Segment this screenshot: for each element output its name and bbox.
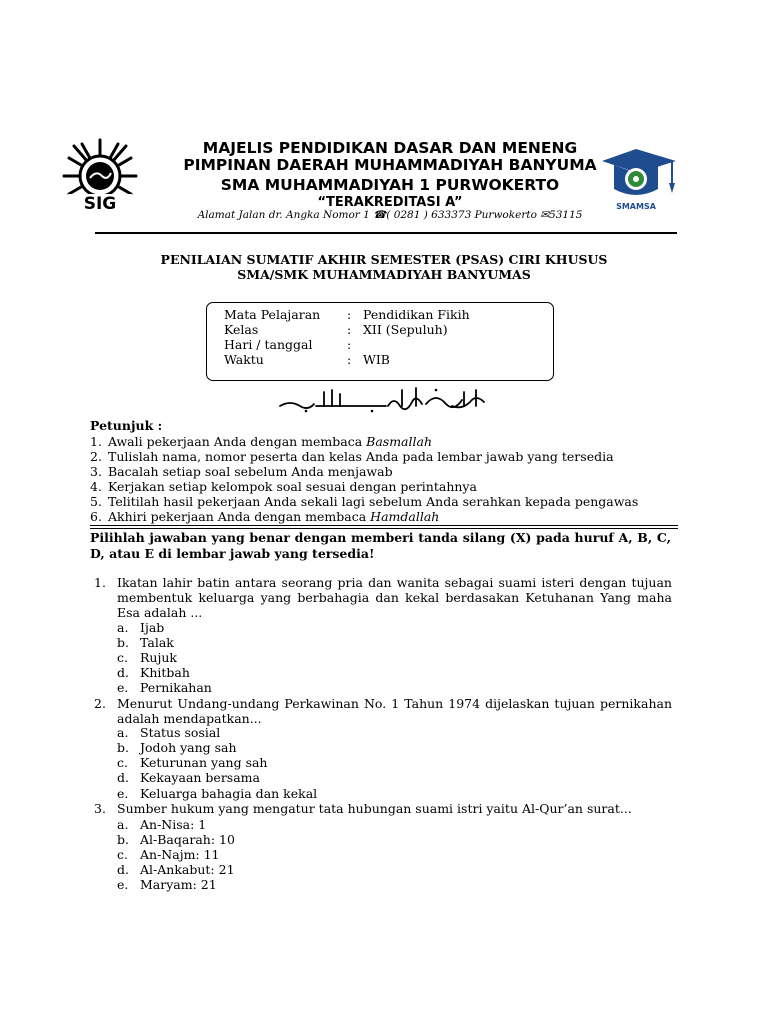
answer-instruction: Pilihlah jawaban yang benar dengan memberi tanda silang (X) pada huruf A, B, C, D, atau E di lembar jawab yang tersedia! <box>90 530 671 561</box>
school-name: SMA MUHAMMADIYAH 1 PURWOKERTO <box>220 176 560 194</box>
question-text: Ikatan lahir batin antara seorang pria dan wanita sebagai suami isteri dengan tujuan membentuk keluarga yang berbahagia dan kekal berdasakan Ketuhanan Yang maha Esa adalah ... <box>117 575 672 620</box>
question-text: Menurut Undang-undang Perkawinan No. 1 Tahun 1974 dijelaskan tujuan pernikahan adalah mendapatkan... <box>117 696 672 726</box>
info-value: Pendidikan Fikih <box>363 307 470 322</box>
info-label: Kelas <box>224 322 259 337</box>
logo-text: SMAMSA <box>616 202 656 211</box>
exam-subtitle: SMA/SMK MUHAMMADIYAH BANYUMAS <box>237 267 531 282</box>
header-divider <box>95 232 677 234</box>
header-line-2: PIMPINAN DAERAH MUHAMMADIYAH BANYUMA <box>183 156 597 174</box>
info-label: Waktu <box>224 352 264 367</box>
question-text: Sumber hukum yang mengatur tata hubungan suami istri yaitu Al-Qur’an surat... <box>117 801 632 816</box>
svg-text:SIG: SIG <box>83 194 117 214</box>
exam-title: PENILAIAN SUMATIF AKHIR SEMESTER (PSAS) CIRI KHUSUS <box>160 252 608 267</box>
info-label: Mata Pelajaran <box>224 307 321 322</box>
info-label: Hari / tanggal <box>224 337 313 352</box>
info-value: WIB <box>363 352 390 367</box>
muhammadiyah-logo <box>60 136 140 216</box>
question-2: 2. Menurut Undang-undang Perkawinan No. 1 Tahun 1974 dijelaskan tujuan pernikahan adalah mendapatkan... <box>94 696 672 726</box>
school-address: Alamat Jalan dr. Angka Nomor 1 ☎( 0281 ) 633373 Purwokerto ✉53115 <box>197 209 583 221</box>
question-3: 3. Sumber hukum yang mengatur tata hubungan suami istri yaitu Al-Qur’an surat... <box>94 801 672 816</box>
petunjuk-title: Petunjuk : <box>90 418 163 433</box>
section-divider <box>90 528 678 529</box>
section-divider <box>90 525 678 526</box>
exam-page: SIG MAJELIS PENDIDIKAN DASAR DAN MENENG PIMPINAN DAERAH MUHAMMADIYAH BANYUMA SMA MUHAMMADIYAH 1 PURWOKERTO “TERAKREDITASI A” Alamat Jalan dr. Angka Nomor 1 ☎( 0281 ) 633373 Purwokerto ✉53115 SMAMSA PENILAIAN SUMATIF AKHIR SEMESTER (PSAS) CIRI KHUSUS SMA/SMK MUHAMMADIYAH BANYUMAS Mata Pelajaran : Pendidikan Fikih Kelas : XII (Sepuluh) Hari / tanggal : Waktu : WIB Petunjuk : 1. Awali pekerjaan Anda dengan membaca Basmallah 2. Tulislah nama, nomor peserta dan kelas Anda pada lembar jawab yang tersedia 3. Bacalah setiap soal sebelum Anda menjawab 4. Kerjakan setiap kelompok soal sesuai dengan perintahnya 5. Telitilah hasil pekerjaan Anda sekali lagi sebelum Anda serahkan kepada pengawas 6. Akhiri pekerjaan Anda dengan membaca Hamdallah Pilihlah jawaban yang benar dengan memberi tanda silang (X) pada huruf A, B, C, D, atau E di lembar jawab yang tersedia! 1. Ikatan lahir batin antara seorang pria dan wanita sebagai suami isteri dengan tujuan membentuk keluarga yang berbahagia dan kekal berdasakan Ketuhanan Yang maha Esa adalah ... a. Ijab b. Talak c. Rujuk d. Khitbah e. Pernikahan 2. Menurut Undang-undang Perkawinan No. 1 Tahun 1974 dijelaskan tujuan pernikahan adalah mendapatkan... a. Status sosial b. Jodoh yang sah c. Keturunan yang sah d. Kekayaan bersama e. Keluarga bahagia dan kekal 3. Sumber hukum yang mengatur tata hubungan suami istri yaitu Al-Qur’an surat... a. An-Nisa: 1 b. Al-Baqarah: 10 c. An-Najm: 11 d. Al-Ankabut: 21 e. Maryam: 21 <box>0 0 768 1024</box>
info-value: XII (Sepuluh) <box>363 322 448 337</box>
header-line-1: MAJELIS PENDIDIKAN DASAR DAN MENENG <box>202 139 578 157</box>
accreditation: “TERAKREDITASI A” <box>317 195 463 210</box>
smamsa-logo <box>598 147 680 215</box>
question-1: 1. Ikatan lahir batin antara seorang pria dan wanita sebagai suami isteri dengan tujuan membentuk keluarga yang berbahagia dan kekal berdasakan Ketuhanan Yang maha Esa adalah ... <box>94 575 672 620</box>
basmalah-calligraphy <box>276 384 492 414</box>
